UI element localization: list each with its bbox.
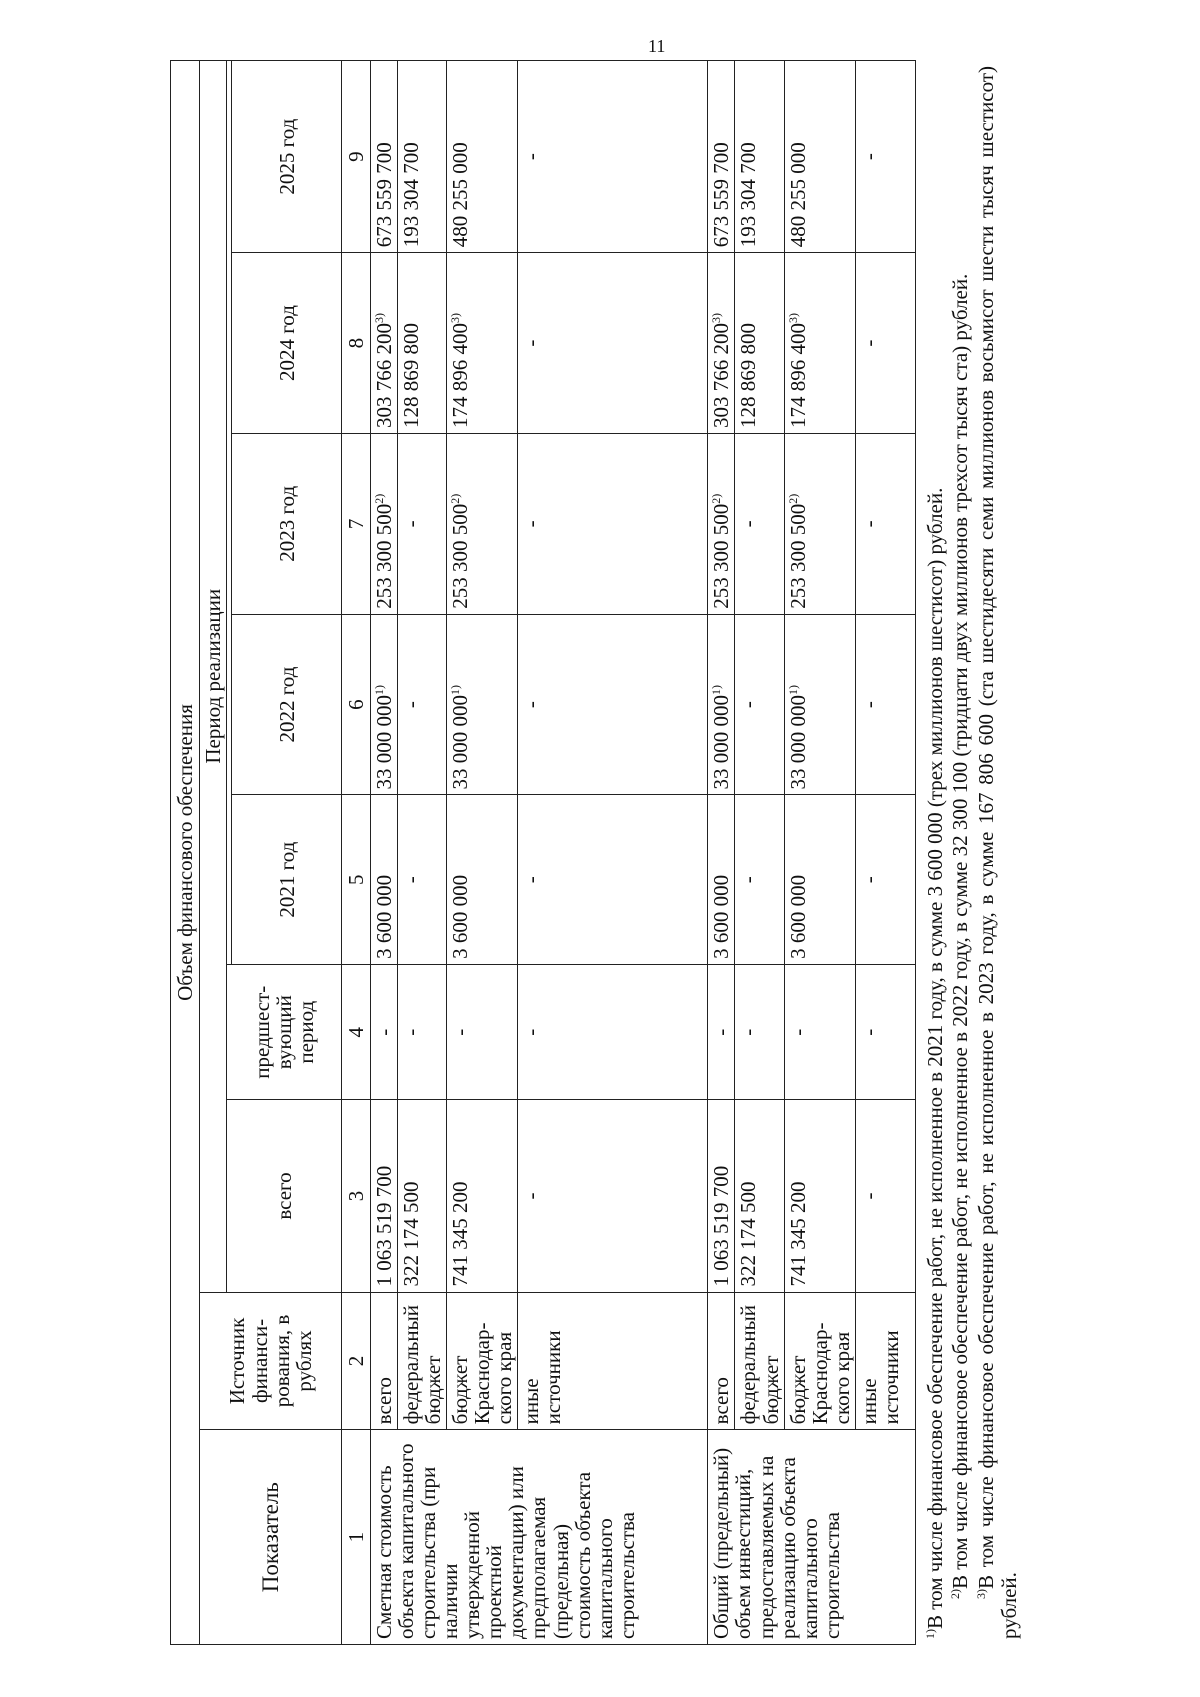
footnote-reference: 2)	[372, 493, 387, 504]
year-2022-cell	[855, 614, 915, 795]
year-2023-cell-value: 253 300 500	[372, 503, 397, 609]
year-2022-cell	[708, 614, 735, 795]
header-previous: предшест-вующий период	[227, 964, 342, 1100]
source-cell-value: федеральный бюджет	[399, 1305, 446, 1425]
year-2023-cell-value: 253 300 500	[448, 503, 473, 609]
total-cell	[398, 1100, 447, 1292]
year-2023-cell	[855, 433, 915, 614]
previous-period-cell-value: -	[785, 1028, 810, 1036]
previous-period-cell-value: -	[448, 1028, 473, 1036]
year-2023-cell	[784, 433, 855, 614]
table-row	[398, 61, 447, 1645]
year-2023-cell	[735, 433, 784, 614]
year-2021-cell	[784, 795, 855, 964]
column-number: 3	[342, 1100, 371, 1292]
year-2021-cell-value: -	[736, 876, 761, 884]
year-2025-cell-value: 480 255 000	[785, 142, 810, 248]
source-cell	[735, 1292, 784, 1430]
year-2024-cell-value: 303 766 200	[709, 322, 734, 428]
year-2025-cell-value: 193 304 700	[736, 142, 761, 248]
footnote-text: В том числе финансовое обеспечение работ, не исполненное в 2021 году, в сумме 3 600 000 (трех миллионов шестисот) рублей.	[922, 487, 947, 1629]
year-2025-cell	[371, 61, 398, 253]
column-number: 4	[342, 964, 371, 1100]
year-2022-cell	[447, 614, 518, 795]
year-2025-cell	[855, 61, 915, 253]
year-2022-cell-value: -	[399, 701, 424, 709]
previous-period-cell	[708, 964, 735, 1100]
year-2025-cell-value: -	[519, 153, 544, 161]
header-indicator: Показатель	[200, 1430, 342, 1645]
year-2024-cell-value: -	[519, 339, 544, 347]
source-cell	[398, 1292, 447, 1430]
total-cell-value: 1 063 519 700	[709, 1165, 734, 1287]
year-2025-cell-value: 480 255 000	[448, 142, 473, 248]
year-2024-cell	[735, 253, 784, 434]
indicator-cell: Сметная стоимость объекта капитального строительства (при наличии утвержденной проектной документации) или предполагаемая (предельная) стоимость объекта капитального строительства	[371, 1430, 708, 1645]
source-cell-value: всего	[372, 1377, 397, 1425]
year-2022-cell	[784, 614, 855, 795]
indicator-cell: Общий (предельный) объем инвестиций, предоставляемых на реализацию объекта капитального строительства	[708, 1430, 915, 1645]
footnote-reference: 3)	[372, 312, 387, 323]
year-2021-cell-value: -	[399, 876, 424, 884]
footnote-reference: 1)	[372, 684, 387, 695]
footnote-reference: 1)	[448, 684, 463, 695]
previous-period-cell-value: -	[856, 1028, 881, 1036]
footnote-1	[924, 66, 948, 1639]
previous-period-cell	[398, 964, 447, 1100]
footnote-2	[949, 66, 973, 1639]
year-2025-cell	[784, 61, 855, 253]
total-cell	[784, 1100, 855, 1292]
footnotes	[924, 60, 1022, 1645]
year-2023-cell	[708, 433, 735, 614]
total-cell-value: 1 063 519 700	[372, 1165, 397, 1287]
year-2024-cell-value: 174 896 400	[785, 322, 810, 428]
footnote-reference: 3)	[785, 312, 800, 323]
year-2025-cell	[518, 61, 708, 253]
header-year-2025: 2025 год	[232, 61, 342, 253]
year-2023-cell	[518, 433, 708, 614]
previous-period-cell	[735, 964, 784, 1100]
source-cell	[708, 1292, 735, 1430]
previous-period-cell	[784, 964, 855, 1100]
source-cell	[784, 1292, 855, 1430]
source-cell-value: бюджет Краснодар-ского края	[448, 1322, 517, 1425]
year-2023-cell-value: -	[519, 520, 544, 528]
header-total: всего	[227, 1100, 342, 1292]
source-cell	[371, 1292, 398, 1430]
year-2022-cell	[398, 614, 447, 795]
previous-period-cell-value: -	[399, 1028, 424, 1036]
table-caption: Объем финансового обеспечения	[171, 61, 200, 1645]
table-row	[447, 61, 518, 1645]
previous-period-cell	[855, 964, 915, 1100]
column-number: 9	[342, 61, 371, 253]
source-cell	[447, 1292, 518, 1430]
total-cell-value: 741 345 200	[785, 1181, 810, 1287]
previous-period-cell-value: -	[519, 1028, 544, 1036]
previous-period-cell-value: -	[709, 1028, 734, 1036]
year-2024-cell	[855, 253, 915, 434]
year-2021-cell-value: 3 600 000	[709, 874, 734, 959]
table-body	[371, 61, 916, 1645]
footnote-reference: 1)	[709, 684, 724, 695]
column-number: 2	[342, 1292, 371, 1430]
year-2023-cell-value: 253 300 500	[785, 503, 810, 609]
year-2021-cell	[371, 795, 398, 964]
year-2025-cell	[398, 61, 447, 253]
year-2024-cell-value: 174 896 400	[448, 322, 473, 428]
year-2021-cell	[735, 795, 784, 964]
header-year-2024: 2024 год	[232, 253, 342, 434]
year-2024-cell-value: 128 869 800	[399, 322, 424, 428]
header-year-2023: 2023 год	[232, 433, 342, 614]
total-cell-value: -	[519, 1192, 544, 1200]
year-2025-cell	[447, 61, 518, 253]
year-2025-cell-value: -	[856, 153, 881, 161]
year-2022-cell	[735, 614, 784, 795]
year-2024-cell	[784, 253, 855, 434]
financing-table	[170, 60, 916, 1645]
previous-period-cell-value: -	[736, 1028, 761, 1036]
source-cell-value: иные источники	[856, 1330, 903, 1425]
footnote-reference: 3)	[709, 312, 724, 323]
year-2025-cell-value: 673 559 700	[709, 142, 734, 248]
source-cell-value: всего	[709, 1377, 734, 1425]
year-2021-cell-value: 3 600 000	[372, 874, 397, 959]
year-2023-cell	[447, 433, 518, 614]
column-numbers-row	[342, 61, 371, 1645]
footnote-reference: 2)	[709, 493, 724, 504]
column-number: 6	[342, 614, 371, 795]
year-2023-cell-value: -	[399, 520, 424, 528]
year-2023-cell-value: -	[736, 520, 761, 528]
source-cell	[855, 1292, 915, 1430]
footnote-reference: 2)	[785, 493, 800, 504]
year-2021-cell	[447, 795, 518, 964]
year-2021-cell	[398, 795, 447, 964]
previous-period-cell	[447, 964, 518, 1100]
column-number: 7	[342, 433, 371, 614]
total-cell-value: 322 174 500	[399, 1181, 424, 1287]
year-2023-cell	[398, 433, 447, 614]
year-2022-cell	[518, 614, 708, 795]
total-cell	[735, 1100, 784, 1292]
year-2024-cell	[447, 253, 518, 434]
total-cell	[708, 1100, 735, 1292]
header-source: Источник финанси-рования, в рублях	[200, 1292, 342, 1430]
total-cell-value: 322 174 500	[736, 1181, 761, 1287]
total-cell-value: 741 345 200	[448, 1181, 473, 1287]
year-2023-cell-value: -	[856, 520, 881, 528]
year-2022-cell-value: 33 000 000	[372, 694, 397, 790]
footnote-reference: 3)	[448, 312, 463, 323]
footnote-text: В том числе финансовое обеспечение работ, не исполненное в 2023 году, в сумме 167 806 600 (ста шестидесяти семи миллионов восьмисот шести тысяч шестисот) рублей.	[973, 66, 1022, 1639]
year-2022-cell-value: 33 000 000	[448, 694, 473, 790]
year-2021-cell	[518, 795, 708, 964]
year-2021-cell	[708, 795, 735, 964]
total-cell	[447, 1100, 518, 1292]
total-cell-value: -	[856, 1192, 881, 1200]
year-2022-cell-value: -	[856, 701, 881, 709]
year-2022-cell-value: 33 000 000	[785, 694, 810, 790]
source-cell-value: бюджет Краснодар-ского края	[785, 1322, 854, 1425]
table-row	[784, 61, 855, 1645]
column-number: 8	[342, 253, 371, 434]
footnote-mark: 1)	[922, 1629, 937, 1639]
total-cell	[371, 1100, 398, 1292]
footnote-3	[975, 66, 1022, 1639]
year-2024-cell	[398, 253, 447, 434]
year-2024-cell	[708, 253, 735, 434]
year-2025-cell	[708, 61, 735, 253]
column-number: 1	[342, 1430, 371, 1645]
header-year-2022: 2022 год	[232, 614, 342, 795]
year-2022-cell	[371, 614, 398, 795]
year-2021-cell-value: -	[856, 876, 881, 884]
table-row	[518, 61, 708, 1645]
previous-period-cell-value: -	[372, 1028, 397, 1036]
year-2025-cell-value: 193 304 700	[399, 142, 424, 248]
year-2022-cell-value: -	[519, 701, 544, 709]
source-cell-value: федеральный бюджет	[736, 1305, 783, 1425]
page-number: 11	[648, 36, 666, 56]
total-cell	[518, 1100, 708, 1292]
year-2021-cell-value: 3 600 000	[448, 874, 473, 959]
table-row	[855, 61, 915, 1645]
year-2025-cell	[735, 61, 784, 253]
previous-period-cell	[518, 964, 708, 1100]
total-cell	[855, 1100, 915, 1292]
footnote-text: В том числе финансовое обеспечение работ, не исполненное в 2022 году, в сумме 32 300 100 (тридцати двух миллионов трехсот тысяч ста) рублей.	[948, 273, 973, 1589]
rotated-document	[170, 60, 1180, 1645]
year-2023-cell	[371, 433, 398, 614]
year-2024-cell-value: -	[856, 339, 881, 347]
footnote-mark: 2)	[948, 1589, 963, 1599]
year-2021-cell-value: -	[519, 876, 544, 884]
year-2024-cell-value: 303 766 200	[372, 322, 397, 428]
year-2024-cell	[371, 253, 398, 434]
table-row	[708, 61, 735, 1645]
table-row	[735, 61, 784, 1645]
year-2022-cell-value: 33 000 000	[709, 694, 734, 790]
header-year-2021: 2021 год	[232, 795, 342, 964]
year-2025-cell-value: 673 559 700	[372, 142, 397, 248]
year-2022-cell-value: -	[736, 701, 761, 709]
table-row	[371, 61, 398, 1645]
year-2021-cell-value: 3 600 000	[785, 874, 810, 959]
year-2023-cell-value: 253 300 500	[709, 503, 734, 609]
footnote-reference: 1)	[785, 684, 800, 695]
year-2021-cell	[855, 795, 915, 964]
year-2024-cell	[518, 253, 708, 434]
year-2024-cell-value: 128 869 800	[736, 322, 761, 428]
column-number: 5	[342, 795, 371, 964]
previous-period-cell	[371, 964, 398, 1100]
source-cell	[518, 1292, 708, 1430]
header-period: Период реализации	[200, 61, 227, 1293]
source-cell-value: иные источники	[519, 1330, 566, 1425]
footnote-mark: 3)	[973, 1589, 988, 1599]
footnote-reference: 2)	[448, 493, 463, 504]
